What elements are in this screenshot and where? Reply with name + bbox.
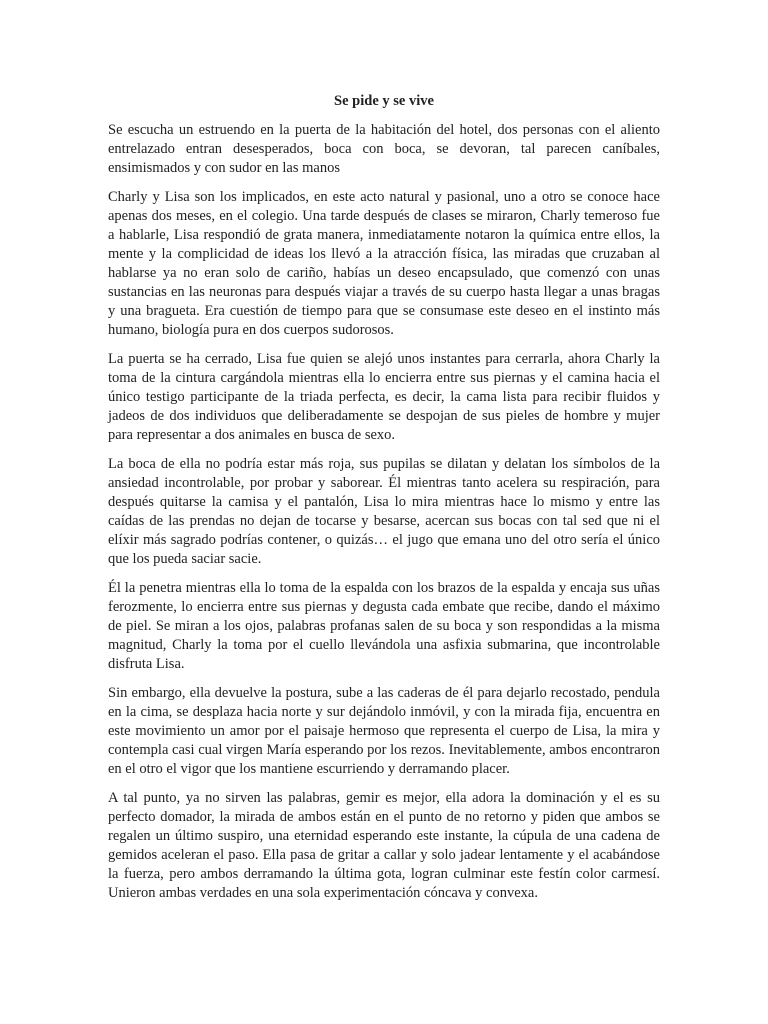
paragraph-4: La boca de ella no podría estar más roja, sus pupilas se dilatan y delatan los símbolos de la ansiedad incontrolable, por probar y saborear. Él mientras tanto acelera su respiración, para después quitarse la camisa y el pantalón, Lisa lo mira mientras hace lo mismo y entre las caídas de las prendas no dejan de tocarse y besarse, acercan sus bocas con tal sed que ni el elíxir más sagrado podrías contener, o quizás… el jugo que emana uno del otro sería el único que los pueda saciar sacie. bbox=[108, 456, 660, 567]
paragraph-5: Él la penetra mientras ella lo toma de la espalda con los brazos de la espalda y encaja sus uñas ferozmente, lo encierra entre sus piernas y degusta cada embate que recibe, dando el máximo de piel. Se miran a los ojos, palabras profanas salen de su boca y son respondidas a la misma magnitud, Charly la toma por el cuello llevándola una asfixia submarina, que incontrolable disfruta Lisa. bbox=[108, 580, 660, 672]
paragraph-7: A tal punto, ya no sirven las palabras, gemir es mejor, ella adora la dominación y el es su perfecto domador, la mirada de ambos están en el punto de no retorno y piden que ambos se regalen un último suspiro, una eternidad esperando este instante, la cúpula de una cadena de gemidos aceleran el paso. Ella pasa de gritar a callar y solo jadear lentamente y el acabándose la fuerza, pero ambos derramando la última gota, logran culminar este festín color carmesí. Unieron ambas verdades en una sola experimentación cóncava y convexa. bbox=[108, 790, 660, 901]
paragraph-1: Se escucha un estruendo en la puerta de la habitación del hotel, dos personas con el aliento entrelazado entran desesperados, boca con boca, se devoran, tal parecen caníbales, ensimismados y con sudor en las manos bbox=[108, 122, 660, 176]
document-title: Se pide y se vive bbox=[334, 93, 434, 109]
paragraph-3: La puerta se ha cerrado, Lisa fue quien se alejó unos instantes para cerrarla, ahora Charly la toma de la cintura cargándola mientras ella lo encierra entre sus piernas y el camina hacia el único testigo participante de la triada perfecta, es decir, la cama lista para recibir fluidos y jadeos de dos individuos que deliberadamente se despojan de sus pieles de hombre y mujer para representar a dos animales en busca de sexo. bbox=[108, 351, 660, 443]
paragraph-6: Sin embargo, ella devuelve la postura, sube a las caderas de él para dejarlo recostado, pendula en la cima, se desplaza hacia norte y sur dejándolo inmóvil, y con la mirada fija, encuentra en este movimiento un amor por el paisaje hermoso que representa el cuerpo de Lisa, la mira y contempla casi cual virgen María esperando por los rezos. Inevitablemente, ambos encontraron en el otro el vigor que los mantiene escurriendo y derramando placer. bbox=[108, 685, 660, 777]
document-body bbox=[108, 92, 660, 913]
paragraph-2: Charly y Lisa son los implicados, en este acto natural y pasional, uno a otro se conoce hace apenas dos meses, en el colegio. Una tarde después de clases se miraron, Charly temeroso fue a hablarle, Lisa respondió de grata manera, inmediatamente notaron la química entre ellos, la mente y la complicidad de ideas los llevó a la atracción física, las miradas que cruzaban al hablarse ya no eran solo de cariño, habías un deseo encapsulado, que comenzó con unas sustancias en las neuronas para después viajar a través de su cuerpo hasta llegar a unas bragas y una bragueta. Era cuestión de tiempo para que se consumase este deseo en el instinto más humano, biología pura en dos cuerpos sudorosos. bbox=[108, 189, 660, 338]
